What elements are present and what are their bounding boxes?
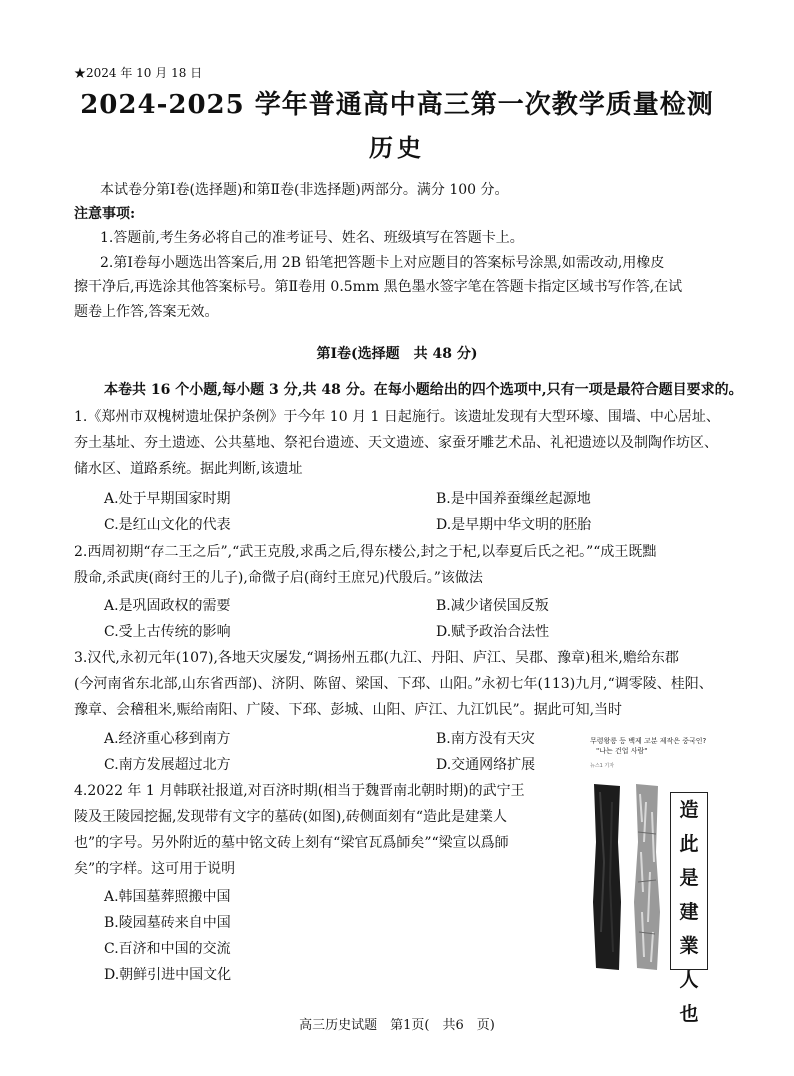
page-footer: 高三历史试题 第1页( 共6 页) [299, 1018, 495, 1033]
instructions-intro: 本试卷分第Ⅰ卷(选择题)和第Ⅱ卷(非选择题)两部分。满分 100 分。 [100, 182, 509, 198]
question-3-option-d: D.交通网络扩展 [436, 757, 536, 773]
question-3-line-3: 豫章、会稽租米,赈给南阳、广陵、下邳、彭城、山阳、庐江、九江饥民”。据此可知,当时 [74, 702, 623, 718]
notice-item-2-line-2: 擦干净后,再选涂其他答案标号。第Ⅱ卷用 0.5mm 黑色墨水签字笔在答题卡指定区域书写作答,在试 [74, 279, 683, 295]
question-2-line-2: 殷命,杀武庚(商纣王的儿子),命微子启(商纣王庶兄)代殷后。”该做法 [74, 570, 483, 586]
question-4-option-c: C.百济和中国的交流 [104, 941, 231, 957]
exam-title: 2024-2025 学年普通高中高三第一次教学质量检测 [80, 90, 714, 120]
question-4-line-3: 也”的字号。另外附近的墓中铭文砖上刻有“梁官瓦爲師矣”“梁宣以爲師 [74, 835, 509, 851]
question-3-option-b: B.南方没有天灾 [436, 731, 535, 747]
question-1-option-c: C.是红山文化的代表 [104, 517, 231, 533]
question-3-line-2: (今河南省东北部,山东省西部)、济阴、陈留、梁国、下邳、山阳。”永初七年(113)九月,“调零陵、桂阳、 [74, 676, 713, 692]
question-2-line-1: 2.西周初期“存二王之后”,“武王克殷,求禹之后,得东楼公,封之于杞,以奉夏后氏之祀。”“成王既黜 [74, 544, 657, 560]
question-4-line-2: 陵及王陵园挖掘,发现带有文字的墓砖(如图),砖侧面刻有“造此是建業人 [74, 809, 507, 825]
inscription-char: 建 [679, 901, 699, 923]
notice-item-2-line-1: 2.第Ⅰ卷每小题选出答案后,用 2B 铅笔把答题卡上对应题目的答案标号涂黑,如需改动,用橡皮 [100, 255, 665, 271]
inscription-char: 也 [679, 1003, 699, 1025]
inscription-text-box [670, 792, 708, 1025]
notice-heading: 注意事项: [74, 206, 136, 222]
question-2-option-c: C.受上古传统的影响 [104, 624, 231, 640]
figure-byline: 뉴스1 기자 [590, 763, 615, 769]
inscription-char: 人 [679, 969, 699, 991]
inscription-char: 業 [679, 935, 699, 957]
section-title: 第Ⅰ卷(选择题 共 48 分) [316, 346, 478, 362]
question-4-line-4: 矣”的字样。这可用于说明 [74, 861, 236, 877]
tomb-brick-figure [578, 728, 714, 1025]
question-3-option-a: A.经济重心移到南方 [104, 731, 231, 747]
brick-rubbing-image [632, 782, 662, 972]
question-4-option-a: A.韩国墓葬照搬中国 [104, 889, 231, 905]
tomb-brick-image [590, 782, 624, 972]
notice-item-2-line-3: 题卷上作答,答案无效。 [74, 304, 219, 320]
question-1-line-2: 夯土基址、夯土遗迹、公共墓地、祭祀台遗迹、天文遗迹、家蚕牙雕艺术品、礼祀遗迹以及制陶作坊区、 [74, 435, 718, 451]
question-2-option-b: B.减少诸侯国反叛 [436, 598, 549, 614]
question-1-option-b: B.是中国养蚕缫丝起源地 [436, 491, 591, 507]
question-1-option-a: A.处于早期国家时期 [104, 491, 231, 507]
question-2-option-d: D.赋予政治合法性 [436, 624, 550, 640]
question-4-line-1: 4.2022 年 1 月韩联社报道,对百济时期(相当于魏晋南北朝时期)的武宁王 [74, 783, 525, 799]
question-1-line-1: 1.《郑州市双槐树遗址保护条例》于今年 10 月 1 日起施行。该遗址发现有大型环壕、围墙、中心居址、 [74, 409, 720, 425]
question-4-option-b: B.陵园墓砖来自中国 [104, 915, 231, 931]
question-4-option-d: D.朝鲜引进中国文化 [104, 967, 232, 983]
question-3-line-1: 3.汉代,永初元年(107),各地天灾屡发,“调扬州五郡(九江、丹阳、庐江、吴郡、豫章)租米,赡给东郡 [74, 650, 679, 666]
inscription-char: 此 [679, 833, 699, 855]
exam-date: ★2024 年 10 月 18 日 [74, 66, 203, 80]
figure-caption-line-1: 무령왕릉 등 백제 고분 제작은 중국인? [590, 737, 707, 745]
inscription-char: 造 [679, 799, 699, 821]
inscription-char: 是 [679, 867, 699, 889]
exam-subject: 历史 [369, 133, 425, 162]
figure-caption-line-2: "나는 건업 사람" [596, 747, 648, 755]
section-rule: 本卷共 16 个小题,每小题 3 分,共 48 分。在每小题给出的四个选项中,只有一项是最符合题目要求的。 [104, 382, 743, 398]
notice-item-1: 1.答题前,考生务必将自己的准考证号、姓名、班级填写在答题卡上。 [100, 230, 524, 246]
question-2-option-a: A.是巩固政权的需要 [104, 598, 231, 614]
question-3-option-c: C.南方发展超过北方 [104, 757, 231, 773]
question-1-line-3: 储水区、道路系统。据此判断,该遗址 [74, 461, 303, 477]
question-1-option-d: D.是早期中华文明的胚胎 [436, 517, 592, 533]
